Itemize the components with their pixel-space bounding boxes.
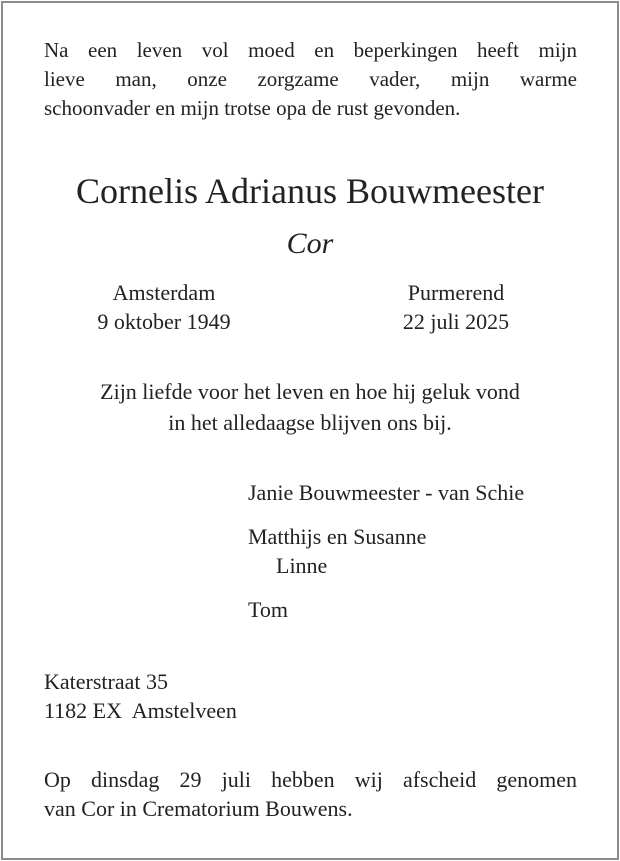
family-list bbox=[248, 478, 524, 639]
family-child-2: Tom bbox=[248, 597, 289, 622]
birth-place: Amsterdam bbox=[112, 280, 216, 305]
intro-line-3: schoonvader en mijn trotse opa de rust gevonden. bbox=[44, 96, 461, 120]
memorial-quote bbox=[0, 376, 620, 438]
closing-line-2: van Cor in Crematorium Bouwens. bbox=[44, 796, 353, 821]
closing-line-1: Op dinsdag 29 juli hebben wij afscheid genomen bbox=[44, 767, 577, 792]
address-street: Katerstraat 35 bbox=[44, 669, 168, 694]
birth-info bbox=[54, 278, 274, 336]
death-date: 22 juli 2025 bbox=[402, 309, 510, 334]
closing-text bbox=[44, 765, 577, 823]
correspondence-address bbox=[44, 667, 237, 725]
family-child-entry bbox=[248, 522, 524, 580]
quote-line-1: Zijn liefde voor het leven en hoe hij geluk vond bbox=[100, 379, 520, 404]
death-info bbox=[346, 278, 566, 336]
deceased-full-name: Cornelis Adrianus Bouwmeester bbox=[76, 171, 544, 211]
intro-line-1: Na een leven vol moed en beperkingen heeft mijn bbox=[44, 38, 577, 62]
intro-line-2: lieve man, onze zorgzame vader, mijn warme bbox=[44, 67, 577, 91]
address-city: 1182 EX Amstelveen bbox=[44, 698, 237, 723]
family-spouse: Janie Bouwmeester - van Schie bbox=[248, 480, 525, 505]
intro-text bbox=[44, 36, 577, 123]
death-place: Purmerend bbox=[407, 280, 505, 305]
deceased-nickname: Cor bbox=[286, 227, 334, 260]
family-grandchild: Linne bbox=[276, 553, 328, 578]
quote-line-2: in het alledaagse blijven ons bij. bbox=[168, 410, 452, 435]
family-child-names: Matthijs en Susanne bbox=[248, 524, 427, 549]
birth-date: 9 oktober 1949 bbox=[97, 309, 231, 334]
